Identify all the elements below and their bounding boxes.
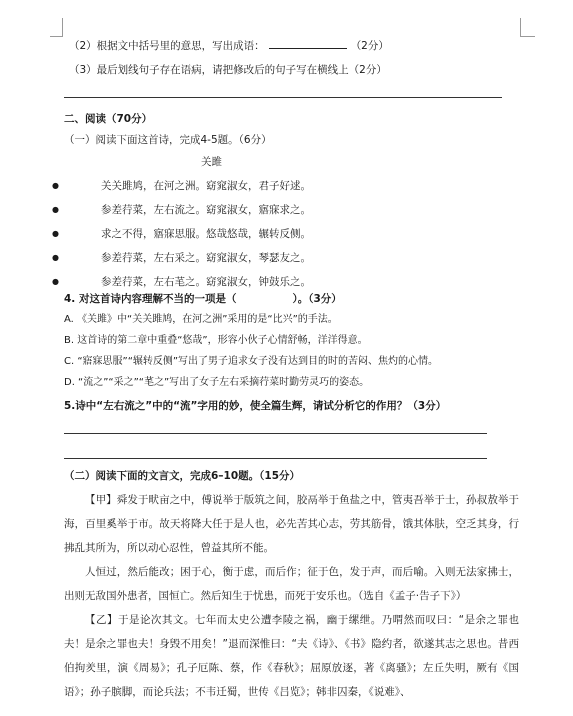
option-b: B. 这首诗的第二章中重叠“悠哉”，形容小伙子心情舒畅，洋洋得意。 — [64, 335, 368, 346]
poem-line: 参差荇菜，左右芼之。窈窕淑女，钟鼓乐之。 — [101, 276, 311, 288]
part-2-title: （二）阅读下面的文言文，完成6–10题。（15分） — [64, 470, 301, 482]
bullet-icon: ● — [52, 277, 59, 286]
bullet-icon: ● — [52, 253, 59, 262]
question-2-text: （2）根据文中括号里的意思，写出成语： — [69, 40, 265, 52]
question-3: （3）最后划线句子存在语病，请把修改后的句子写在横线上（2分） — [69, 64, 387, 76]
answer-line[interactable] — [64, 97, 502, 98]
poem-line: 关关雎鸠，在河之洲。窈窕淑女，君子好逑。 — [101, 180, 311, 192]
passage-paragraph-jia: 【甲】舜发于畎亩之中，傅说举于版筑之间，胶鬲举于鱼盐之中，管夷吾举于士，孙叔敖举于海，百里奚举于市。故天将降大任于是人也，必先苦其心志，劳其筋骨，饿其体肤，空乏其身，行拂乱其所为，所以动心忍性，曾益其所不能。 — [64, 494, 519, 554]
question-4-stem — [64, 292, 342, 306]
question-4-suffix: ）。（3分） — [292, 293, 342, 305]
question-2 — [69, 38, 389, 53]
poem-line: 参差荇菜，左右采之。窈窕淑女，琴瑟友之。 — [101, 252, 311, 264]
option-a: A. 《关雎》中“关关雎鸠，在河之洲”采用的是“比兴”的手法。 — [64, 314, 338, 325]
bullet-icon: ● — [52, 181, 59, 190]
question-2-score: （2分） — [350, 40, 389, 52]
option-d: D. “流之”“采之”“芼之”写出了女子左右采摘荇菜时勤劳灵巧的姿态。 — [64, 377, 370, 388]
part-1-title: （一）阅读下面这首诗，完成4-5题。（6分） — [64, 134, 272, 146]
poem-line: 参差荇菜，左右流之。窈窕淑女，寤寐求之。 — [101, 204, 311, 216]
poem-title: 关雎 — [201, 156, 222, 168]
passage-paragraph-yi: 【乙】于是论次其文。七年而太史公遭李陵之祸，幽于缧绁。乃喟然而叹曰：“是余之罪也夫！是余之罪也夫！身毁不用矣！”退而深惟曰：“夫《诗》、《书》隐约者，欲遂其志之思也。昔西伯拘羑里，演《周易》；孔子厄陈、蔡，作《春秋》；屈原放逐，著《离骚》；左丘失明，厥有《国语》；孙子膑脚，而论兵法；不韦迁蜀，世传《吕览》；韩非囚秦，《说难》、 — [64, 614, 519, 698]
page-corner-mark-top-right — [520, 18, 535, 37]
option-c: C. “寤寐思服”“辗转反侧”写出了男子追求女子没有达到目的时的苦闷、焦灼的心情。 — [64, 356, 439, 367]
bullet-icon: ● — [52, 205, 59, 214]
answer-blank[interactable] — [269, 38, 347, 49]
answer-line[interactable] — [64, 458, 487, 459]
page-corner-mark-top-left — [50, 18, 63, 37]
question-5: 5.诗中“左右流之”中的“流”字用的妙，使全篇生辉，请试分析它的作用？（3分） — [64, 400, 447, 412]
question-4-prefix: 4. 对这首诗内容理解不当的一项是（ — [64, 293, 237, 305]
classical-passage — [64, 488, 519, 704]
answer-line[interactable] — [64, 433, 487, 434]
section-title: 二、阅读（70分） — [64, 113, 153, 125]
passage-paragraph-jia-2: 人恒过，然后能改；困于心，衡于虑，而后作；征于色，发于声，而后喻。入则无法家拂士，出则无敌国外患者，国恒亡。然后知生于忧患，而死于安乐也。（选自《孟子·告子下》） — [64, 566, 519, 602]
poem-line: 求之不得，寤寐思服。悠哉悠哉，辗转反侧。 — [101, 228, 311, 240]
bullet-icon: ● — [52, 229, 59, 238]
